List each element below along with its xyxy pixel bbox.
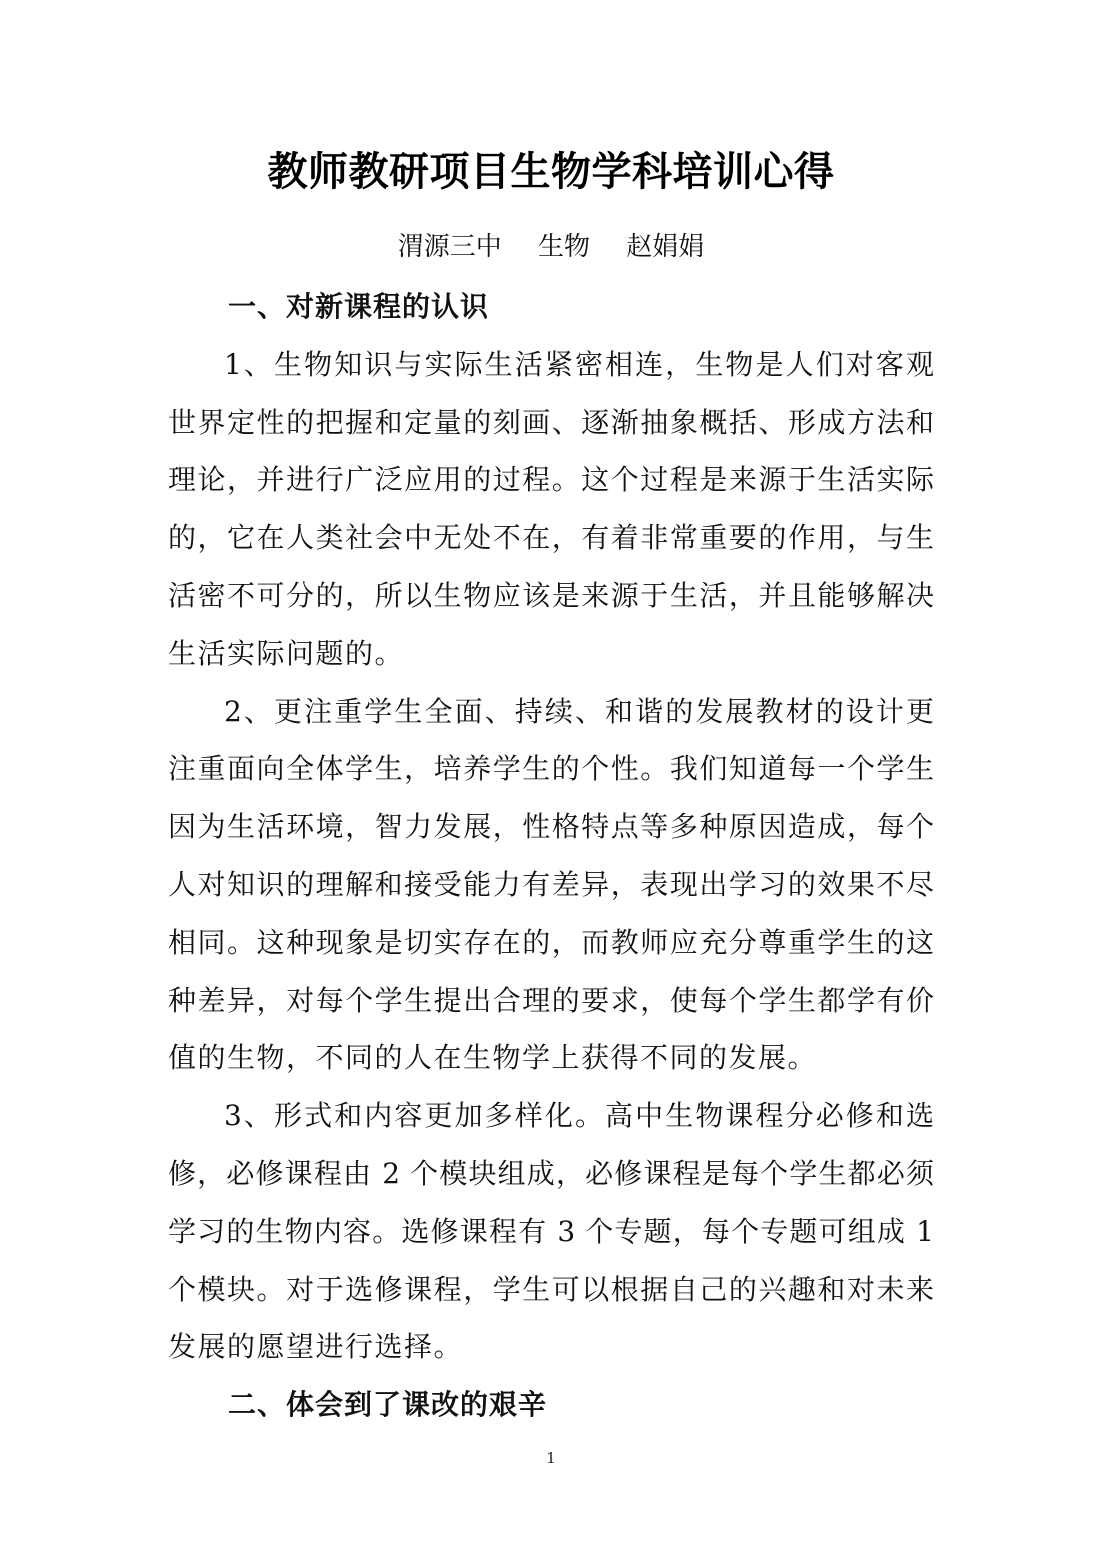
section-heading-1: 一、对新课程的认识 xyxy=(228,290,490,323)
document-title: 教师教研项目生物学科培训心得 xyxy=(267,149,835,195)
paragraph-line: 相同。这种现象是切实存在的，而教师应充分尊重学生的这 xyxy=(168,925,934,959)
paragraph-line: 的，它在人类社会中无处不在，有着非常重要的作用，与生 xyxy=(168,521,934,555)
page-number: 1 xyxy=(546,1449,556,1467)
paragraph-1 xyxy=(168,336,934,683)
paragraph-line: 活密不可分的，所以生物应该是来源于生活，并且能够解决 xyxy=(168,578,934,612)
paragraph-line: 注重面向全体学生，培养学生的个性。我们知道每一个学生 xyxy=(168,752,934,786)
paragraph-line: 个模块。对于选修课程，学生可以根据自己的兴趣和对未来 xyxy=(168,1272,934,1306)
paragraph-2 xyxy=(168,683,934,1088)
author-line xyxy=(0,227,1102,267)
paragraph-line: 理论，并进行广泛应用的过程。这个过程是来源于生活实际 xyxy=(168,463,934,497)
paragraph-line: 1、生物知识与实际生活紧密相连，生物是人们对客观 xyxy=(224,347,934,381)
paragraph-line: 发展的愿望进行选择。 xyxy=(168,1330,464,1364)
author-subject: 生物 xyxy=(537,232,590,262)
paragraph-line: 种差异，对每个学生提出合理的要求，使每个学生都学有价 xyxy=(168,983,934,1017)
author-name: 赵娟娟 xyxy=(626,232,705,262)
paragraph-3 xyxy=(168,1087,934,1376)
paragraph-line: 2、更注重学生全面、持续、和谐的发展教材的设计更 xyxy=(224,694,934,728)
section-heading-2: 二、体会到了课改的艰辛 xyxy=(228,1388,548,1422)
paragraph-line: 生活实际问题的。 xyxy=(168,636,405,670)
paragraph-line: 因为生活环境，智力发展，性格特点等多种原因造成，每个 xyxy=(168,810,934,844)
paragraph-line: 值的生物，不同的人在生物学上获得不同的发展。 xyxy=(168,1041,818,1075)
paragraph-line: 学习的生物内容。选修课程有 3 个专题，每个专题可组成 1 xyxy=(168,1214,934,1248)
paragraph-line: 世界定性的把握和定量的刻画、逐渐抽象概括、形成方法和 xyxy=(168,405,934,439)
document-body xyxy=(168,278,934,1434)
paragraph-line: 人对知识的理解和接受能力有差异，表现出学习的效果不尽 xyxy=(168,867,934,901)
paragraph-line: 3、形式和内容更加多样化。高中生物课程分必修和选 xyxy=(224,1099,934,1133)
paragraph-line: 修，必修课程由 2 个模块组成，必修课程是每个学生都必须 xyxy=(168,1156,934,1190)
author-school: 渭源三中 xyxy=(397,232,502,262)
